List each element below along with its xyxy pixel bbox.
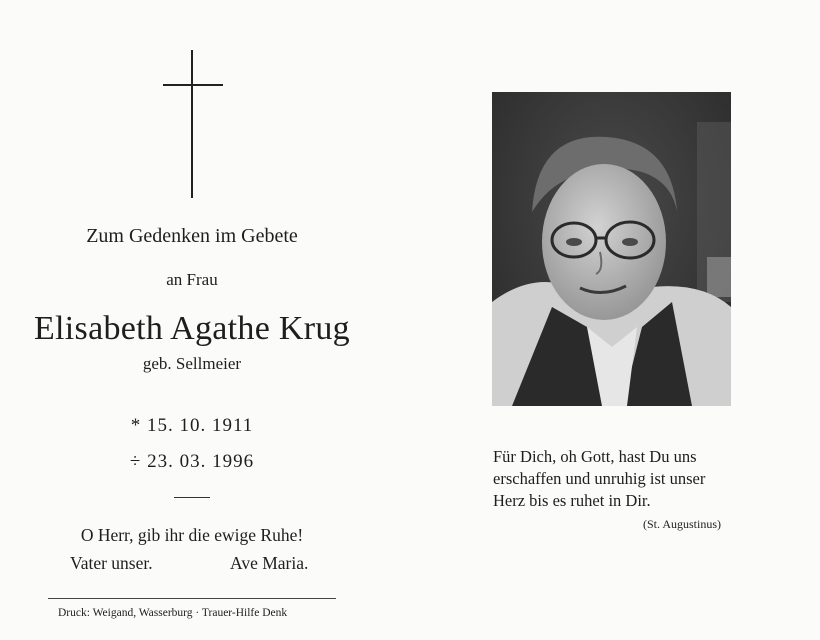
prayer-line: O Herr, gib ihr die ewige Ruhe! — [80, 525, 304, 545]
quote-text — [493, 446, 705, 512]
portrait-illustration — [492, 92, 731, 406]
deceased-name: Elisabeth Agathe Krug — [33, 310, 350, 347]
printer-credit: Druck: Weigand, Wasserburg · Trauer-Hilfe Denk — [58, 607, 288, 619]
cross-horizontal-bar — [163, 84, 223, 86]
prayer-vater-unser: Vater unser. — [70, 553, 153, 573]
quote-line: Herz bis es ruhet in Dir. — [493, 491, 651, 510]
salutation: an Frau — [166, 270, 218, 289]
prayer-ave-maria: Ave Maria. — [230, 553, 309, 573]
footer-divider — [48, 598, 336, 599]
death-date: ÷ 23. 03. 1996 — [129, 451, 255, 472]
maiden-name: geb. Sellmeier — [142, 354, 242, 373]
divider — [174, 497, 210, 498]
cross-vertical-bar — [191, 50, 193, 198]
memorial-heading: Zum Gedenken im Gebete — [86, 225, 298, 247]
portrait-photo — [492, 92, 731, 406]
birth-date: * 15. 10. 1911 — [130, 415, 254, 436]
quote-line: erschaffen und unruhig ist unser — [493, 469, 706, 488]
quote-line: Für Dich, oh Gott, hast Du uns — [493, 447, 697, 466]
quote-source: (St. Augustinus) — [643, 517, 722, 531]
